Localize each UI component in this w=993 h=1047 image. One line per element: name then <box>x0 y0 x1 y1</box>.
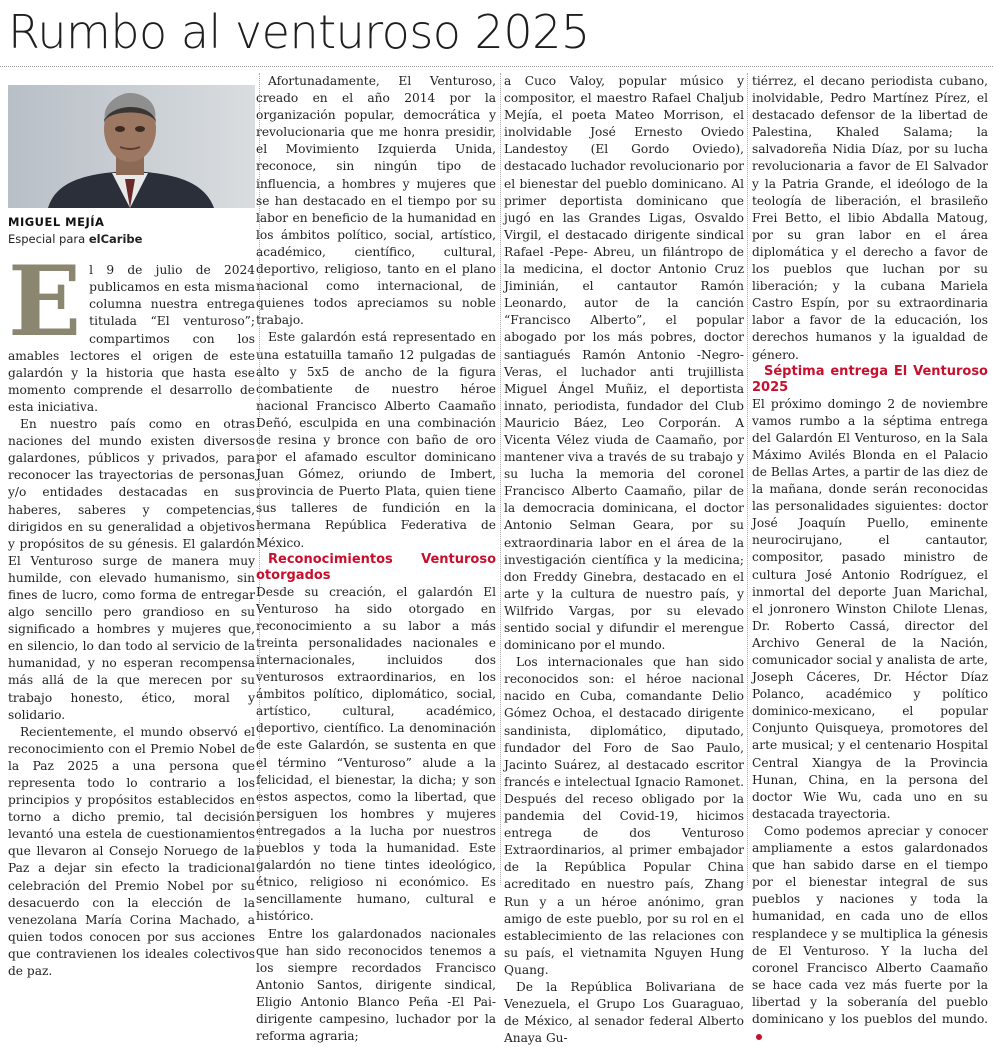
paragraph-text: Como podemos apreciar y conocer ampliamente a estos galardonados que han sabido darse en el tiempo por el bienestar integral de sus pueblos y naciones y toda la humanidad, en cada uno de ellos resplandece y se multiplica la génesis de El Venturoso. Y la lucha del coronel Francisco Alberto Caamaño se hace cada vez más fuerte por la libertad y la soberanía del pueblo dominicano y los pueblos del mundo. <box>752 823 988 1026</box>
paragraph: Entre los galardonados nacionales que han sido reconocidos tenemos a los siempre recordados Francisco Antonio Santos, dirigente sindical, Eligio Antonio Blanco Peña -El Pai- dirigente campesino, luchador por la reforma agraria; <box>256 926 496 1044</box>
paragraph: Recientemente, el mundo observó el reconocimiento con el Premio Nobel de la Paz 2025 a una persona que representa todo lo contrario a los principios y propósitos establecidos en torno a dicho premio, tal decisión levantó una estela de cuestionamientos que llevaron al Consejo Noruego de la Paz a dejar sin efecto la tradicional celebración del Premio Nobel por su desacuerdo con la elección de la venezolana María Corina Machado, a quien todos conocen por sus acciones que contravienen los ideales colectivos de paz. <box>8 724 255 979</box>
drop-cap: E <box>8 245 82 359</box>
paragraph: En nuestro país como en otras naciones del mundo existen diversos galardones, públicos y privados, para reconocer las trayectorias de personas y/o entidades destacadas en sus haberes, saberes y competencias, dirigidos en su generalidad a objetivos y propósitos de su génesis. El galardón El Venturoso surge de manera muy humilde, con elevado humanismo, sin fines de lucro, como forma de entregar algo sencillo pero grandioso en su significado a hombres y mujeres que, en silencio, lo dan todo al servicio de la humanidad, y no esperan recompensa más allá de la que merecen por su trabajo honesto, ético, moral y solidario. <box>8 417 255 722</box>
author-credit <box>8 231 255 248</box>
paragraph: De la República Bolivariana de Venezuela, el Grupo Los Guaraguao, de México, al senador federal Alberto Anaya Gu- <box>504 979 744 1046</box>
headline-rule <box>0 66 993 67</box>
column-2 <box>256 73 496 1045</box>
column-divider <box>747 73 748 885</box>
paragraph: Los internacionales que han sido reconocidos son: el héroe nacional nacido en Cuba, comandante Delio Gómez Ochoa, el destacado dirigente sandinista, diplomático, diputado, fundador del Foro de Sao Paulo, Jacinto Suárez, al destacado escritor francés e intelectual Ignacio Ramonet. Después del receso obligado por la pandemia del Covid-19, hicimos entrega de dos Venturoso Extraordinarios, al primer embajador de la República Popular China acreditado en nuestro país, Zhang Run y a un héroe anónimo, gran amigo de este pueblo, por su rol en el establecimiento de las relaciones con su país, el vietnamita Nguyen Hung Quang. <box>504 655 744 977</box>
credit-outlet: elCaribe <box>88 232 143 247</box>
paragraph: El próximo domingo 2 de noviembre vamos rumbo a la séptima entrega del Galardón El Venturoso, en la Sala Máximo Avilés Blonda en el Palacio de Bellas Artes, a partir de las diez de la mañana, donde serán reconocidas las personalidades siguientes: doctor José Joaquín Puello, eminente neurocirujano, el cantautor, compositor, pasado ministro de cultura José Antonio Rodríguez, el inmortal del deporte Juan Marichal, el jonronero Winston Chilote Llenas, Dr. Roberto Cassá, director del Archivo General de la Nación, comunicador social y analista de arte, Joseph Cáceres, Dr. Héctor Díaz Polanco, académico y político dominico-mexicano, el popular Conjunto Quisqueya, promotores del arte musical; y el centenario Hospital Central Xiangya de la Provincia Hunan, China, en la persona del doctor Wie Wu, cada uno en su destacada trayectoria. <box>752 396 988 821</box>
paragraph <box>752 823 988 1045</box>
credit-prefix: Especial para <box>8 232 89 247</box>
paragraph: tiérrez, el decano periodista cubano, inolvidable, Pedro Martínez Pírez, el destacado defensor de la libertad de Palestina, Khaled Salama; la salvadoreña Nidia Díaz, por su lucha revolucionaria a favor de El Salvador y la Patria Grande, el ideólogo de la teología de liberación, el brasileño Frei Betto, el libio Abdalla Matoug, por su gran labor en el área diplomática y el derecho a favor de los pueblos que luchan por su liberación; y la cubana Mariela Castro Espín, por su extraordinaria labor a favor de la educación, los derechos humanos y la igualdad de género. <box>752 74 988 362</box>
author-name: MIGUEL MEJÍA <box>8 215 105 229</box>
paragraph: a Cuco Valoy, popular músico y compositor, el maestro Rafael Chaljub Mejía, el poeta Mateo Morrison, el inolvidable José Ernesto Oviedo Landestoy (El Gordo Oviedo), destacado luchador revolucionario por el bienestar del pueblo dominicano. Al primer deportista dominicano que jugó en las Grandes Ligas, Osvaldo Virgil, el destacado dirigente sindical Rafael -Pepe- Abreu, un filántropo de la medicina, el doctor Antonio Cruz Jiminián, el cantautor Ramón Leonardo, autor de la canción “Francisco Alberto”, el popular abogado por los más pobres, doctor santiagués Ramón Antonio -Negro- Veras, el luchador anti trujillista Miguel Ángel Muñiz, el deportista innato, periodista, fundador del Club Mauricio Báez, Leo Corporán. A Vicenta Vélez viuda de Caamaño, por mantener viva a través de su trabajo y su lucha la memoria del coronel Francisco Alberto Caamaño, pilar de la democracia dominicana, el doctor Antonio Selman Geara, por su extraordinaria labor en el área de la investigación científica y la medicina; don Freddy Ginebra, destacado en el arte y la cultura de nuestro país, y Wilfrido Vargas, por su elevado sentido social y difundir el merengue dominicano por el mundo. <box>504 74 744 653</box>
paragraph: Desde su creación, el galardón El Venturoso ha sido otorgado en reconocimiento a su labor a más treinta personalidades nacionales e internacionales, incluidos dos venturosos extraordinarios, en los ámbitos político, diplomático, social, artístico, cultural, académico, deportivo, científico. La denominación de este Galardón, se sustenta en que el término “Venturoso” alude a la felicidad, el bienestar, la dicha; y son estos aspectos, como la libertad, que persiguen los hombres y mujeres entregados a la lucha por nuestros pueblos y toda la humanidad. Este galardón no tiene tintes ideológico, étnico, religioso ni económico. Es sencillamente humano, cultural e histórico. <box>256 584 496 924</box>
subheading: Séptima entrega El Venturoso 2025 <box>752 363 988 395</box>
subheading: Reconocimientos Venturoso otorgados <box>256 551 496 583</box>
paragraph-text: l 9 de julio de 2024 publicamos en esta misma columna nuestra entrega titulada “El venturoso”; compartimos con los amables lectores el origen de este galardón y la historia que hasta ese momento comprende el desarrollo de esta iniciativa. <box>8 263 255 414</box>
author-photo <box>8 85 255 208</box>
paragraph: Afortunadamente, El Venturoso, creado en el año 2014 por la organización popular, democrática y revolucionaria que me honra presidir, el Movimiento Izquierda Unida, reconoce, sin ningún tipo de influencia, a hombres y mujeres que se han destacado en el tiempo por su labor en beneficio de la humanidad en los ámbitos político, social, artístico, académico, científico, cultural, deportivo, religioso, tanto en el plano nacional como internacional, de quienes todos apreciamos su noble trabajo. <box>256 74 496 328</box>
column-3 <box>504 73 744 1047</box>
column-1 <box>8 73 255 980</box>
paragraph <box>8 245 255 416</box>
column-4 <box>752 73 988 1045</box>
paragraph: Este galardón está representado en una estatuilla tamaño 12 pulgadas de alto y 5x5 de ancho de la figura combatiente de nuestro héroe nacional Francisco Alberto Caamaño Deñó, esculpida en una combinación de resina y bronce con baño de oro por el afamado escultor dominicano Juan Gómez, oriundo de Imbert, provincia de Puerto Plata, quien tiene sus talleres de fundición en la hermana República Federativa de México. <box>256 330 496 550</box>
headline: Rumbo al venturoso 2025 <box>8 5 590 59</box>
end-mark-icon <box>756 1034 762 1040</box>
column-divider <box>500 73 501 885</box>
